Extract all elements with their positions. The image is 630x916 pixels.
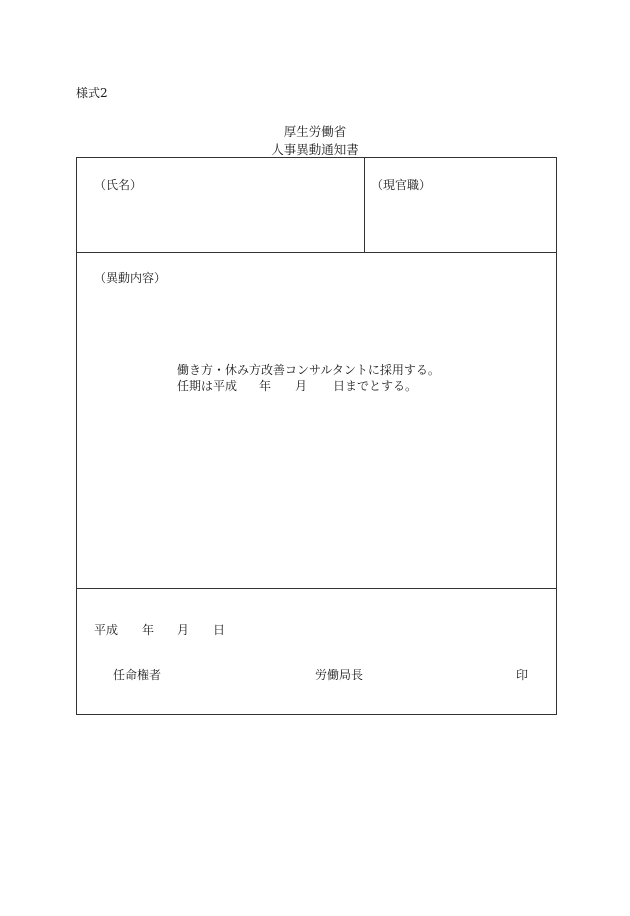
document-title: 人事異動通知書 [271, 142, 359, 157]
notice-form-frame [76, 157, 557, 715]
name-field-label: （氏名） [94, 178, 143, 192]
seal-mark: 印 [516, 668, 529, 682]
term-statement-prefix: 任期は平成 [177, 379, 238, 393]
appointment-statement: 働き方・休み方改善コンサルタントに採用する。 [177, 363, 440, 377]
issue-date-day: 日 [213, 623, 226, 637]
divider-content-row [77, 588, 556, 589]
term-month: 月 [295, 379, 308, 393]
issue-date-month: 月 [177, 623, 190, 637]
issue-date-year: 年 [142, 623, 155, 637]
term-year: 年 [259, 379, 272, 393]
ministry-name: 厚生労働省 [283, 124, 347, 139]
form-number: 様式2 [76, 86, 108, 100]
current-position-field-label: （現官職） [371, 178, 432, 192]
divider-name-position [364, 158, 365, 252]
term-day-suffix: 日までとする。 [333, 379, 418, 393]
appointing-authority-label: 任命権者 [113, 668, 162, 682]
issue-date-era: 平成 [94, 623, 119, 637]
authority-title: 労働局長 [315, 668, 364, 682]
change-content-field-label: （異動内容） [94, 271, 167, 285]
divider-name-row [77, 252, 556, 253]
